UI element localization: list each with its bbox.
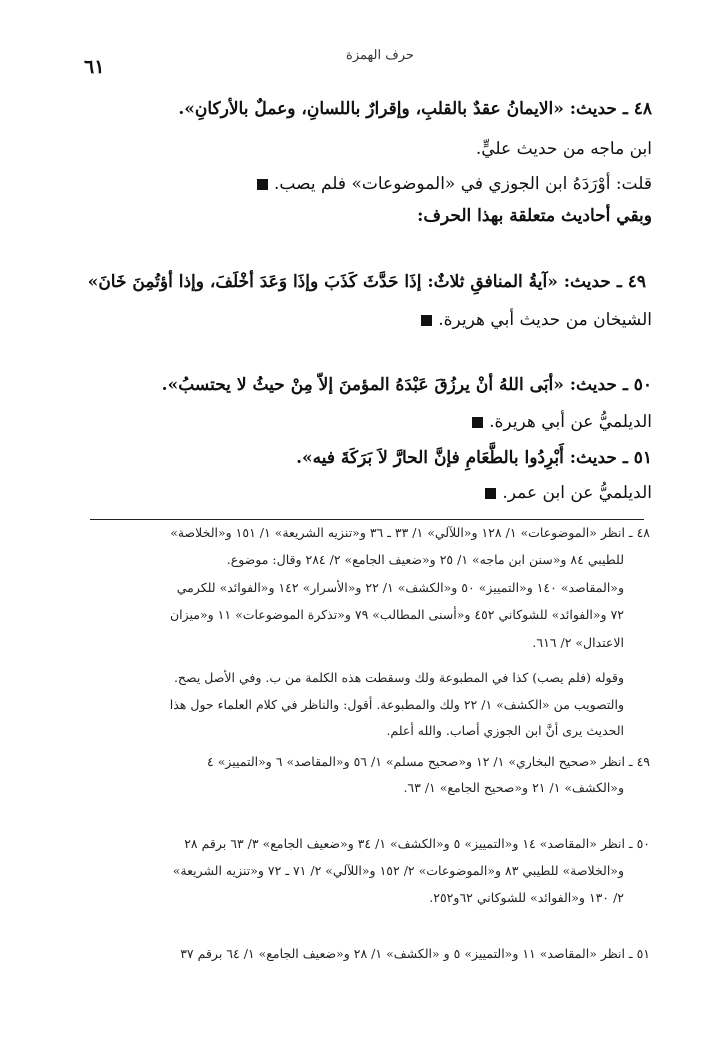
footnote-50-line: و«الخلاصة» للطيبي ٨٣ و«الموضوعات» ٢/ ١٥٢ و«اللآلي» ٢/ ٧١ ـ ٧٢ و«تنزيه الشريعة» [172, 863, 624, 878]
end-marker-icon [472, 417, 483, 428]
section-note: وبقي أحاديث متعلقة بهذا الحرف: [417, 206, 652, 226]
hadith-50-source [472, 411, 652, 433]
hadith-49-source [421, 309, 652, 331]
footnote-48-line: الحديث يرى أنَّ ابن الجوزي أصاب. والله أعلم. [386, 723, 624, 738]
hadith-48-note-text: قلت: أوْرَدَهُ ابن الجوزي في «الموضوعات» فلم يصب. [274, 174, 652, 194]
hadith-51-source-text: الديلميُّ عن ابن عمر. [502, 483, 652, 503]
footnote-48-line: وقوله (فلم يصب) كذا في المطبوعة ولك وسقطت هذه الكلمة من ب. وفي الأصل يصح. [173, 670, 624, 685]
end-marker-icon [421, 315, 432, 326]
footnote-50-line: ٥٠ ـ انظر «المقاصد» ١٤ و«التمييز» ٥ و«الكشف» ١/ ٣٤ و«ضعيف الجامع» ٣/ ٦٣ برقم ٢٨ [184, 836, 650, 851]
footnote-51-line: ٥١ ـ انظر «المقاصد» ١١ و«التمييز» ٥ و «الكشف» ١/ ٢٨ و«ضعيف الجامع» ١/ ٦٤ برقم ٣٧ [180, 946, 650, 961]
hadith-48-note [257, 173, 652, 195]
hadith-51-text: ٥١ ـ حديث: أَبْرِدُوا بالطَّعَامِ فإنَّ الحارَّ لاَ بَرَكَةَ فيه». [296, 448, 652, 468]
hadith-51-source [485, 482, 652, 504]
hadith-49-text: ٤٩ ـ حديث: «آيةُ المنافقِ ثلاثٌ: إذَا حَدَّثَ كَذَبَ وإذَا وَعَدَ أخْلَفَ، وإذا أؤتُمِنَ خَانَ» [87, 272, 646, 292]
footnote-49-line: ٤٩ ـ انظر «صحيح البخاري» ١/ ١٢ و«صحيح مسلم» ١/ ٥٦ و«المقاصد» ٦ و«التمييز» ٤ [207, 754, 650, 769]
hadith-48-source: ابن ماجه من حديث عليٍّ. [475, 139, 652, 159]
page-number: ٦١ [84, 56, 105, 78]
footnote-48-line: ٤٨ ـ انظر «الموضوعات» ١/ ١٢٨ و«اللآلي» ١/ ٣٣ ـ ٣٦ و«تنزيه الشريعة» ١/ ١٥١ و«الخلاصة» [170, 525, 650, 540]
footnote-49-line: و«الكشف» ١/ ٢١ و«صحيح الجامع» ١/ ٦٣. [403, 780, 624, 795]
hadith-49-source-text: الشيخان من حديث أبي هريرة. [438, 310, 652, 330]
end-marker-icon [257, 179, 268, 190]
footnote-separator [90, 519, 644, 520]
hadith-50-text: ٥٠ ـ حديث: «أبَى اللهُ أنْ يرزُقَ عَبْدَهُ المؤمنَ إلاّ مِنْ حيثُ لا يحتسبُ». [161, 375, 652, 395]
hadith-50-source-text: الديلميُّ عن أبي هريرة. [489, 412, 652, 432]
footnote-48-line: للطيبي ٨٤ و«سنن ابن ماجه» ١/ ٢٥ و«ضعيف الجامع» ٢/ ٢٨٤ وقال: موضوع. [226, 552, 624, 567]
footnote-50-line: ٢/ ١٣٠ و«الفوائد» للشوكاني ٦٢و٢٥٢. [429, 890, 624, 905]
footnote-48-line: الاعتدال» ٢/ ٦١٦. [532, 635, 624, 650]
hadith-48-text: ٤٨ ـ حديث: «الايمانُ عقدٌ بالقلبِ، وإقرارٌ باللسانِ، وعملٌ بالأركانِ». [178, 99, 652, 119]
footnote-48-line: والتصويب من «الكشف» ١/ ٢٢ ولك والمطبوعة. أقول: والناظر في كلام العلماء حول هذا [169, 697, 624, 712]
running-header: حرف الهمزة [346, 48, 414, 63]
end-marker-icon [485, 488, 496, 499]
footnote-48-line: ٧٢ و«الفوائد» للشوكاني ٤٥٢ و«أسنى المطالب» ٧٩ و«تذكرة الموضوعات» ١١ و«ميزان [169, 607, 624, 622]
footnote-48-line: و«المقاصد» ١٤٠ و«التمييز» ٥٠ و«الكشف» ١/ ٢٢ و«الأسرار» ١٤٢ و«الفوائد» للكرمي [176, 580, 624, 595]
